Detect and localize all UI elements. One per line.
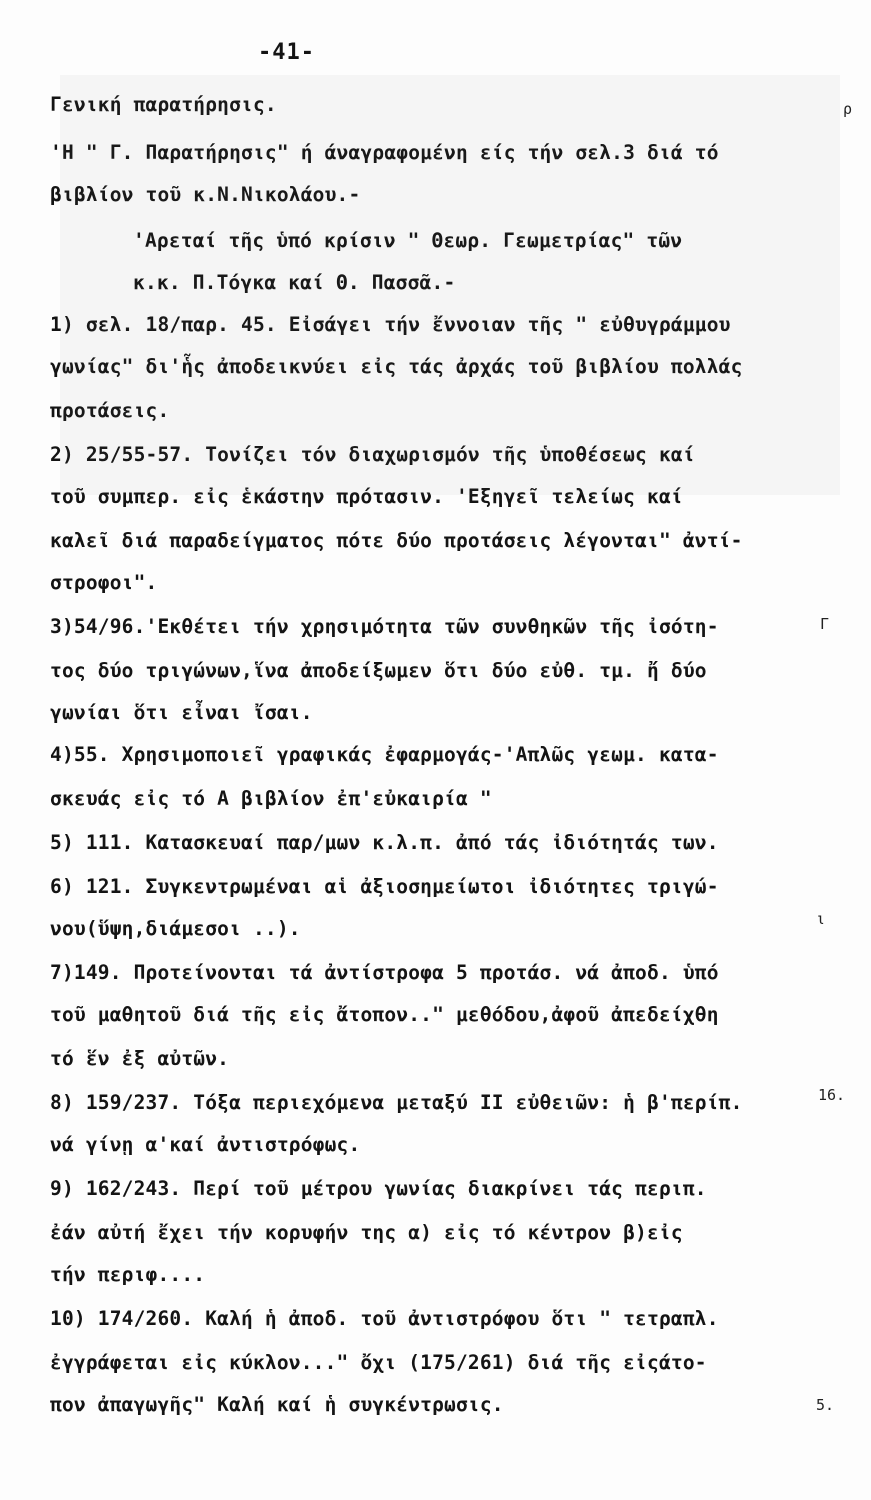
text-line: προτάσεις. <box>50 399 170 422</box>
text-line: 'Η " Γ. Παρατήρησις" ή άναγραφομένη είς τήν σελ.3 διά τό <box>50 141 719 164</box>
text-line: τοῦ μαθητοῦ διά τῆς εἰς ἄτοπον.." μεθόδου,ἀφοῦ ἀπεδείχθη <box>50 1003 719 1026</box>
margin-mark: 16. <box>818 1086 846 1104</box>
text-line: γωνίας" δι'ἧς ἀποδεικνύει εἰς τάς ἀρχάς τοῦ βιβλίου πολλάς <box>50 355 743 378</box>
margin-mark: 5. <box>816 1396 835 1414</box>
text-line: γωνίαι ὅτι εἶναι ἴσαι. <box>50 701 313 724</box>
item-line: 10) 174/260. Καλή ἡ ἀποδ. τοῦ ἀντιστρόφου ὅτι " τετραπλ. <box>50 1307 719 1330</box>
text-line: καλεῖ διά παραδείγματος πότε δύο προτάσεις λέγονται" ἀντί- <box>50 529 743 552</box>
text-line: βιβλίον τοῦ κ.Ν.Νικολάου.- <box>50 183 361 206</box>
item-line: 2) 25/55-57. Τονίζει τόν διαχωρισμόν τῆς ὑποθέσεως καί <box>50 443 695 466</box>
text-line: τος δύο τριγώνων,ἵνα ἀποδείξωμεν ὅτι δύο εὐθ. τμ. ἤ δύο <box>50 659 707 682</box>
text-line: ἐάν αὐτή ἔχει τήν κορυφήν της α) εἰς τό κέντρον β)εἰς <box>50 1221 683 1244</box>
margin-mark: Γ <box>820 615 830 633</box>
item-line: 1) σελ. 18/παρ. 45. Εἰσάγει τήν ἔννοιαν τῆς " εὐθυγράμμου <box>50 313 731 336</box>
text-line: πον ἀπαγωγῆς" Καλή καί ἡ συγκέντρωσις. <box>50 1393 504 1416</box>
margin-mark: ι <box>816 910 826 928</box>
item-line: 4)55. Χρησιμοποιεῖ γραφικάς ἐφαρμογάς-'Απλῶς γεωμ. κατα- <box>50 743 719 766</box>
subheading-line: 'Αρεταί τῆς ὑπό κρίσιν " Θεωρ. Γεωμετρίας" τῶν <box>133 229 683 252</box>
text-line: στροφοι". <box>50 571 158 594</box>
item-line: 7)149. Προτείνονται τά ἀντίστροφα 5 προτάσ. νά ἀποδ. ὑπό <box>50 961 719 984</box>
margin-mark: ρ <box>843 100 853 118</box>
text-line: νου(ὕψη,διάμεσοι ..). <box>50 917 301 940</box>
item-line: 3)54/96.'Εκθέτει τήν χρησιμότητα τῶν συνθηκῶν τῆς ἰσότη- <box>50 615 719 638</box>
text-line: σκευάς εἰς τό Α βιβλίον ἐπ'εὐκαιρία " <box>50 787 492 810</box>
text-line: ἐγγράφεται εἰς κύκλον..." ὄχι (175/261) διά τῆς εἰςάτο- <box>50 1351 707 1374</box>
text-line: τήν περιφ.... <box>50 1263 206 1286</box>
item-line: 5) 111. Κατασκευαί παρ/μων κ.λ.π. ἀπό τάς ἰδιότητάς των. <box>50 831 719 854</box>
subheading-line: κ.κ. Π.Τόγκα καί Θ. Πασσᾶ.- <box>133 271 456 294</box>
item-line: 6) 121. Συγκεντρωμέναι αἱ ἀξιοσημείωτοι ἰδιότητες τριγώ- <box>50 875 719 898</box>
section-heading: Γενική παρατήρησις. <box>50 93 277 116</box>
page-number: -41- <box>258 40 315 65</box>
text-line: νά γίνῃ α'καί ἀντιστρόφως. <box>50 1133 361 1156</box>
item-line: 8) 159/237. Τόξα περιεχόμενα μεταξύ ΙΙ εὐθειῶν: ἡ β'περίπ. <box>50 1091 743 1114</box>
item-line: 9) 162/243. Περί τοῦ μέτρου γωνίας διακρίνει τάς περιπ. <box>50 1177 707 1200</box>
text-line: τό ἕν ἐξ αὐτῶν. <box>50 1047 230 1070</box>
text-line: τοῦ συμπερ. εἰς ἑκάστην πρότασιν. 'Εξηγεῖ τελείως καί <box>50 485 683 508</box>
